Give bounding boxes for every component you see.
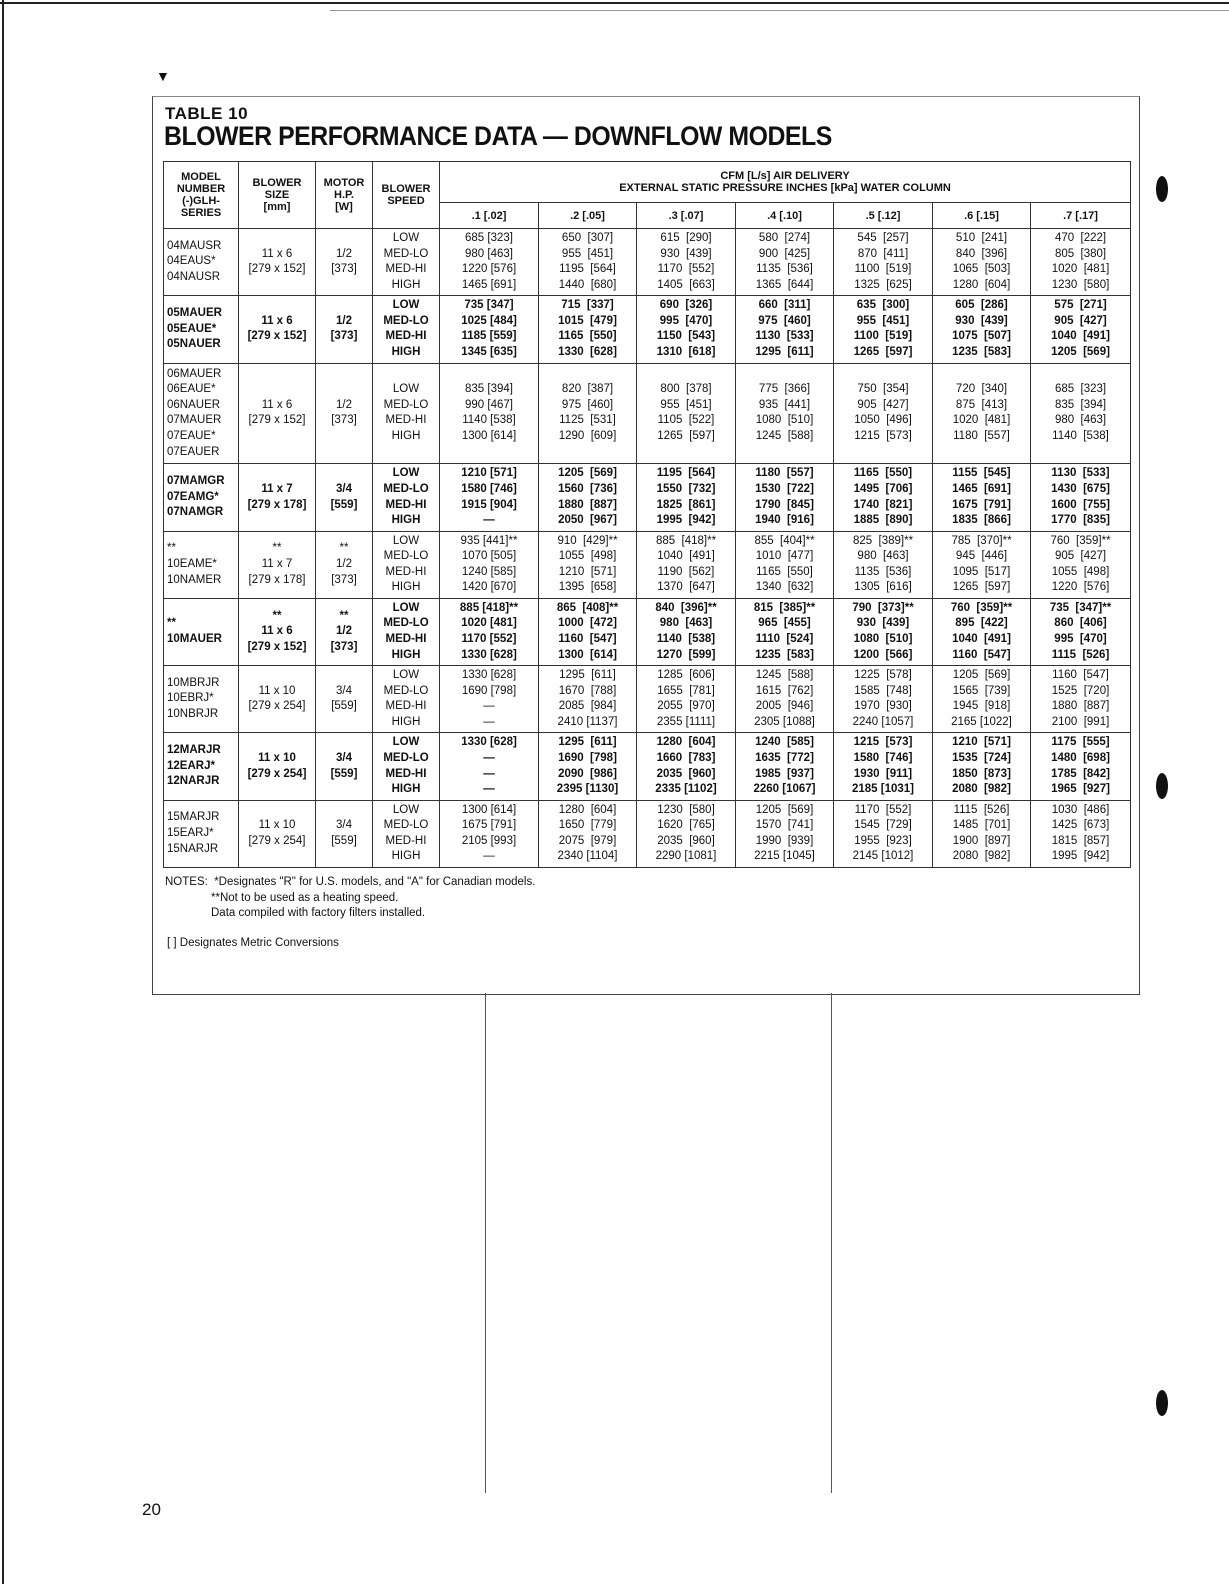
blower-speed-cell: LOW MED-LO MED-HI HIGH xyxy=(373,733,440,800)
blower-size-cell: ** 11 x 6 [279 x 152] xyxy=(239,598,316,665)
cfm-value-cell: 885 [418]** 1020 [481] 1170 [552] 1330 [628] xyxy=(440,598,539,665)
cfm-value-cell: 1210 [571] 1580 [746] 1915 [904] — xyxy=(440,464,539,531)
cfm-value-cell: 575 [271] 905 [427] 1040 [491] 1205 [569] xyxy=(1031,296,1131,363)
cfm-value-cell: 1160 [547] 1525 [720] 1880 [887] 2100 [991] xyxy=(1031,666,1131,733)
cfm-value-cell: 1280 [604] 1650 [779] 2075 [979] 2340 [1104] xyxy=(539,800,637,867)
cfm-value-cell: 885 [418]** 1040 [491] 1190 [562] 1370 [647] xyxy=(637,531,736,598)
cfm-value-cell: 605 [286] 930 [439] 1075 [507] 1235 [583] xyxy=(933,296,1031,363)
header-blower-size: BLOWER SIZE [mm] xyxy=(239,162,316,229)
blower-size-cell: 11 x 10 [279 x 254] xyxy=(239,666,316,733)
cfm-value-cell: 935 [441]** 1070 [505] 1240 [585] 1420 [670] xyxy=(440,531,539,598)
blower-size-cell: 11 x 7 [279 x 178] xyxy=(239,464,316,531)
cfm-value-cell: 1230 [580] 1620 [765] 2035 [960] 2290 [1081] xyxy=(637,800,736,867)
header-pressure: .3 [.07] xyxy=(637,203,736,229)
model-number-cell: 12MARJR 12EARJ* 12NARJR xyxy=(164,733,239,800)
cfm-value-cell: 510 [241] 840 [396] 1065 [503] 1280 [604] xyxy=(933,229,1031,296)
cfm-value-cell: 750 [354] 905 [427] 1050 [496] 1215 [573] xyxy=(834,363,933,464)
model-number-cell: 04MAUSR 04EAUS* 04NAUSR xyxy=(164,229,239,296)
header-pressure: .7 [.17] xyxy=(1031,203,1131,229)
cfm-value-cell: 820 [387] 975 [460] 1125 [531] 1290 [609] xyxy=(539,363,637,464)
cfm-value-cell: 715 [337] 1015 [479] 1165 [550] 1330 [628] xyxy=(539,296,637,363)
cfm-value-cell: 1245 [588] 1615 [762] 2005 [946] 2305 [1088] xyxy=(736,666,834,733)
cfm-value-cell: 545 [257] 870 [411] 1100 [519] 1325 [625] xyxy=(834,229,933,296)
cfm-value-cell: 470 [222] 805 [380] 1020 [481] 1230 [580] xyxy=(1031,229,1131,296)
cfm-value-cell: 635 [300] 955 [451] 1100 [519] 1265 [597] xyxy=(834,296,933,363)
notes xyxy=(165,875,535,922)
punch-hole-icon xyxy=(1156,1390,1168,1416)
scan-edge-top xyxy=(0,2,1229,4)
cfm-value-cell: 720 [340] 875 [413] 1020 [481] 1180 [557] xyxy=(933,363,1031,464)
motor-hp-cell: 1/2 [373] xyxy=(316,363,373,464)
model-number-cell: 15MARJR 15EARJ* 15NARJR xyxy=(164,800,239,867)
table-row xyxy=(164,464,1131,531)
header-model: MODEL NUMBER (-)GLH- SERIES xyxy=(164,162,239,229)
cfm-value-cell: 815 [385]** 965 [455] 1110 [524] 1235 [583] xyxy=(736,598,834,665)
cfm-value-cell: 785 [370]** 945 [446] 1095 [517] 1265 [597] xyxy=(933,531,1031,598)
cfm-value-cell: 840 [396]** 980 [463] 1140 [538] 1270 [599] xyxy=(637,598,736,665)
page-number: 20 xyxy=(142,1500,161,1519)
column-divider xyxy=(485,993,486,1493)
header-blower-speed: BLOWER SPEED xyxy=(373,162,440,229)
table-row xyxy=(164,229,1131,296)
motor-hp-cell: 3/4 [559] xyxy=(316,733,373,800)
header-pressure: .1 [.02] xyxy=(440,203,539,229)
cfm-value-cell: 1215 [573] 1580 [746] 1930 [911] 2185 [1031] xyxy=(834,733,933,800)
cfm-value-cell: 1165 [550] 1495 [706] 1740 [821] 1885 [890] xyxy=(834,464,933,531)
cfm-value-cell: 1205 [569] 1570 [741] 1990 [939] 2215 [1045] xyxy=(736,800,834,867)
cfm-value-cell: 685 [323] 835 [394] 980 [463] 1140 [538] xyxy=(1031,363,1131,464)
note-2: **Not to be used as a heating speed. xyxy=(211,891,399,904)
cfm-value-cell: 1205 [569] 1560 [736] 1880 [887] 2050 [967] xyxy=(539,464,637,531)
blower-speed-cell: LOW MED-LO MED-HI HIGH xyxy=(373,531,440,598)
cfm-value-cell: 685 [323] 980 [463] 1220 [576] 1465 [691] xyxy=(440,229,539,296)
cfm-value-cell: 1285 [606] 1655 [781] 2055 [970] 2355 [1111] xyxy=(637,666,736,733)
cfm-value-cell: 865 [408]** 1000 [472] 1160 [547] 1300 [614] xyxy=(539,598,637,665)
note-1: NOTES: *Designates "R" for U.S. models, and "A" for Canadian models. xyxy=(165,876,536,888)
blower-size-cell: 11 x 6 [279 x 152] xyxy=(239,363,316,464)
model-number-cell: 06MAUER 06EAUE* 06NAUER 07MAUER 07EAUE* 07EAUER xyxy=(164,363,239,464)
cfm-value-cell: 1170 [552] 1545 [729] 1955 [923] 2145 [1012] xyxy=(834,800,933,867)
cfm-value-cell: 735 [347] 1025 [484] 1185 [559] 1345 [635] xyxy=(440,296,539,363)
blower-speed-cell: LOW MED-LO MED-HI HIGH xyxy=(373,363,440,464)
header-motor: MOTOR H.P. [W] xyxy=(316,162,373,229)
motor-hp-cell: 3/4 [559] xyxy=(316,800,373,867)
table-row xyxy=(164,598,1131,665)
motor-hp-cell: 3/4 [559] xyxy=(316,464,373,531)
blower-speed-cell: LOW MED-LO MED-HI HIGH xyxy=(373,598,440,665)
cfm-value-cell: 650 [307] 955 [451] 1195 [564] 1440 [680] xyxy=(539,229,637,296)
cfm-value-cell: 1210 [571] 1535 [724] 1850 [873] 2080 [982] xyxy=(933,733,1031,800)
header-pressure: .6 [.15] xyxy=(933,203,1031,229)
blower-speed-cell: LOW MED-LO MED-HI HIGH xyxy=(373,229,440,296)
cfm-value-cell: 1155 [545] 1465 [691] 1675 [791] 1835 [866] xyxy=(933,464,1031,531)
motor-hp-cell: 1/2 [373] xyxy=(316,229,373,296)
header-pressure: .2 [.05] xyxy=(539,203,637,229)
blower-speed-cell: LOW MED-LO MED-HI HIGH xyxy=(373,464,440,531)
cfm-value-cell: 910 [429]** 1055 [498] 1210 [571] 1395 [658] xyxy=(539,531,637,598)
cfm-value-cell: 1180 [557] 1530 [722] 1790 [845] 1940 [916] xyxy=(736,464,834,531)
motor-hp-cell: ** 1/2 [373] xyxy=(316,531,373,598)
model-number-cell: 07MAMGR 07EAMG* 07NAMGR xyxy=(164,464,239,531)
model-number-cell: ** 10EAME* 10NAMER xyxy=(164,531,239,598)
motor-hp-cell: 3/4 [559] xyxy=(316,666,373,733)
cfm-value-cell: 775 [366] 935 [441] 1080 [510] 1245 [588] xyxy=(736,363,834,464)
cfm-value-cell: 800 [378] 955 [451] 1105 [522] 1265 [597] xyxy=(637,363,736,464)
table-row xyxy=(164,666,1131,733)
cfm-value-cell: 1295 [611] 1670 [788] 2085 [984] 2410 [1137] xyxy=(539,666,637,733)
punch-hole-icon xyxy=(1156,773,1168,799)
blower-speed-cell: LOW MED-LO MED-HI HIGH xyxy=(373,296,440,363)
header-pressure: .4 [.10] xyxy=(736,203,834,229)
cfm-value-cell: 1225 [578] 1585 [748] 1970 [930] 2240 [1057] xyxy=(834,666,933,733)
cfm-value-cell: 1115 [526] 1485 [701] 1900 [897] 2080 [982] xyxy=(933,800,1031,867)
cfm-value-cell: 580 [274] 900 [425] 1135 [536] 1365 [644] xyxy=(736,229,834,296)
table-row xyxy=(164,363,1131,464)
metric-note: [ ] Designates Metric Conversions xyxy=(167,937,339,949)
cfm-value-cell: 735 [347]** 860 [406] 995 [470] 1115 [526] xyxy=(1031,598,1131,665)
blower-performance-table xyxy=(163,161,1131,868)
blower-size-cell: 11 x 10 [279 x 254] xyxy=(239,800,316,867)
cfm-value-cell: 825 [389]** 980 [463] 1135 [536] 1305 [616] xyxy=(834,531,933,598)
header-cfm: CFM [L/s] AIR DELIVERY EXTERNAL STATIC PRESSURE INCHES [kPa] WATER COLUMN xyxy=(440,162,1131,203)
model-number-cell: 05MAUER 05EAUE* 05NAUER xyxy=(164,296,239,363)
motor-hp-cell: 1/2 [373] xyxy=(316,296,373,363)
scan-edge-left xyxy=(2,0,4,1584)
model-number-cell: 10MBRJR 10EBRJ* 10NBRJR xyxy=(164,666,239,733)
triangle-marker-icon: ▼ xyxy=(156,68,170,84)
cfm-value-cell: 1205 [569] 1565 [739] 1945 [918] 2165 [1022] xyxy=(933,666,1031,733)
table-row xyxy=(164,531,1131,598)
scan-edge-rule xyxy=(330,10,1229,11)
blower-speed-cell: LOW MED-LO MED-HI HIGH xyxy=(373,666,440,733)
cfm-value-cell: 1130 [533] 1430 [675] 1600 [755] 1770 [835] xyxy=(1031,464,1131,531)
cfm-value-cell: 760 [359]** 905 [427] 1055 [498] 1220 [576] xyxy=(1031,531,1131,598)
cfm-value-cell: 1240 [585] 1635 [772] 1985 [937] 2260 [1067] xyxy=(736,733,834,800)
blower-size-cell: 11 x 6 [279 x 152] xyxy=(239,229,316,296)
column-divider xyxy=(831,993,832,1493)
model-number-cell: ** 10MAUER xyxy=(164,598,239,665)
cfm-value-cell: 1195 [564] 1550 [732] 1825 [861] 1995 [942] xyxy=(637,464,736,531)
cfm-value-cell: 760 [359]** 895 [422] 1040 [491] 1160 [547] xyxy=(933,598,1031,665)
cfm-value-cell: 1330 [628] 1690 [798] — — xyxy=(440,666,539,733)
punch-hole-icon xyxy=(1156,176,1168,202)
cfm-value-cell: 660 [311] 975 [460] 1130 [533] 1295 [611] xyxy=(736,296,834,363)
blower-size-cell: 11 x 6 [279 x 152] xyxy=(239,296,316,363)
cfm-value-cell: 615 [290] 930 [439] 1170 [552] 1405 [663] xyxy=(637,229,736,296)
cfm-value-cell: 835 [394] 990 [467] 1140 [538] 1300 [614] xyxy=(440,363,539,464)
blower-size-cell: ** 11 x 7 [279 x 178] xyxy=(239,531,316,598)
cfm-value-cell: 855 [404]** 1010 [477] 1165 [550] 1340 [632] xyxy=(736,531,834,598)
header-pressure: .5 [.12] xyxy=(834,203,933,229)
cfm-value-cell: 1330 [628] — — — xyxy=(440,733,539,800)
table-row xyxy=(164,800,1131,867)
cfm-value-cell: 1280 [604] 1660 [783] 2035 [960] 2335 [1102] xyxy=(637,733,736,800)
note-3: Data compiled with factory filters installed. xyxy=(211,907,426,919)
table-label: TABLE 10 xyxy=(165,104,249,123)
table-row xyxy=(164,296,1131,363)
motor-hp-cell: ** 1/2 [373] xyxy=(316,598,373,665)
cfm-value-cell: 690 [326] 995 [470] 1150 [543] 1310 [618] xyxy=(637,296,736,363)
blower-size-cell: 11 x 10 [279 x 254] xyxy=(239,733,316,800)
table-title: BLOWER PERFORMANCE DATA — DOWNFLOW MODELS xyxy=(164,121,832,151)
table-row xyxy=(164,733,1131,800)
cfm-value-cell: 1175 [555] 1480 [698] 1785 [842] 1965 [927] xyxy=(1031,733,1131,800)
blower-speed-cell: LOW MED-LO MED-HI HIGH xyxy=(373,800,440,867)
cfm-value-cell: 1300 [614] 1675 [791] 2105 [993] — xyxy=(440,800,539,867)
cfm-value-cell: 1295 [611] 1690 [798] 2090 [986] 2395 [1130] xyxy=(539,733,637,800)
cfm-value-cell: 790 [373]** 930 [439] 1080 [510] 1200 [566] xyxy=(834,598,933,665)
cfm-value-cell: 1030 [486] 1425 [673] 1815 [857] 1995 [942] xyxy=(1031,800,1131,867)
